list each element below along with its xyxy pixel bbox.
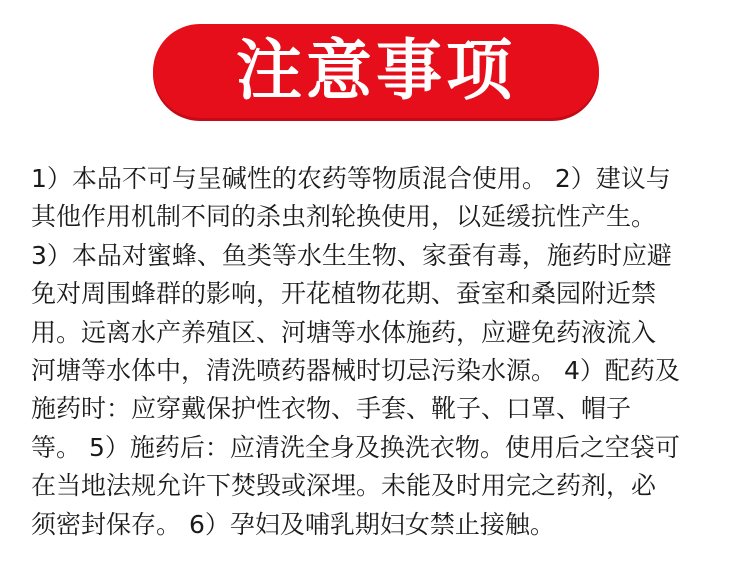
text-line: 等。 5）施药后：应清洗全身及换洗衣物。使用后之空袋可	[31, 432, 680, 462]
precautions-text	[31, 160, 721, 544]
text-line: 3）本品对蜜蜂、鱼类等水生生物、家蚕有毒，施药时应避	[31, 240, 672, 270]
text-line: 用。远离水产养殖区、河塘等水体施药，应避免药液流入	[31, 317, 657, 347]
text-line: 施药时：应穿戴保护性衣物、手套、靴子、口罩、帽子	[31, 394, 632, 424]
text-line: 免对周围蜂群的影响，开花植物花期、蚕室和桑园附近禁	[31, 279, 657, 309]
title-banner	[153, 24, 599, 118]
text-line: 须密封保存。 6）孕妇及哺乳期妇女禁止接触。	[31, 509, 555, 539]
page-title: 注意事项	[236, 32, 516, 109]
text-line: 其他作用机制不同的杀虫剂轮换使用，以延缓抗性产生。	[31, 202, 657, 232]
text-line: 1）本品不可与呈碱性的农药等物质混合使用。 2）建议与	[31, 164, 671, 193]
text-line: 河塘等水体中，清洗喷药器械时切忌污染水源。 4）配药及	[31, 355, 680, 385]
text-line: 在当地法规允许下焚毁或深埋。未能及时用完之药剂，必	[31, 471, 657, 501]
